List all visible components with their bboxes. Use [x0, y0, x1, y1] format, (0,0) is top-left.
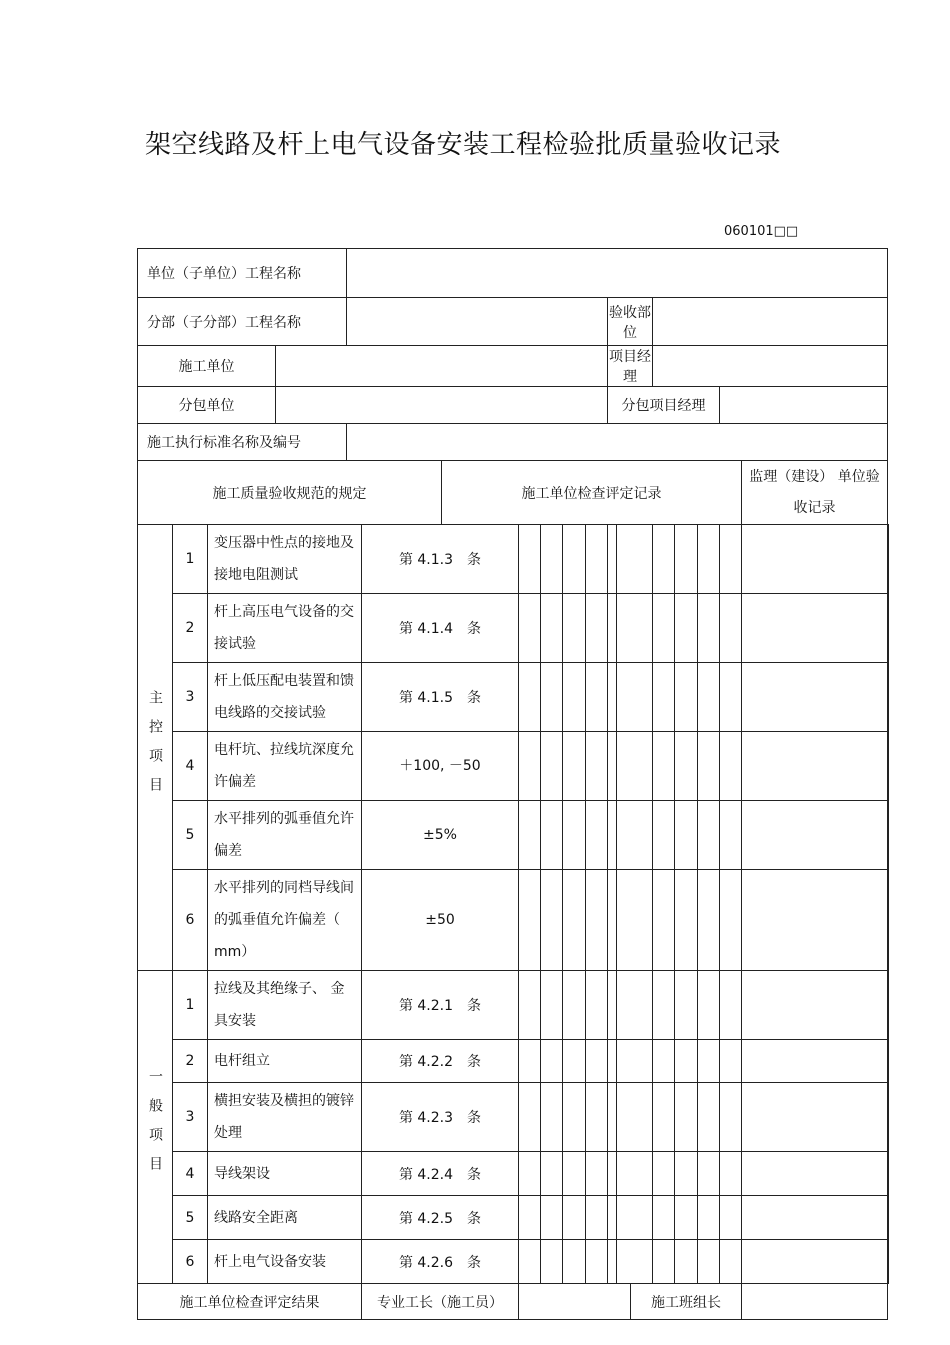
item-clause: 第 4.2.2 条 [362, 1040, 519, 1083]
check-cell[interactable] [653, 663, 675, 732]
contractor-record-column-header: 施工单位检查评定记录 [442, 461, 742, 525]
check-cell[interactable] [653, 870, 675, 971]
check-cell[interactable] [653, 525, 675, 594]
item-number: 5 [173, 801, 208, 870]
check-cell[interactable] [720, 663, 742, 732]
document-code: 060101□□ [724, 224, 799, 239]
check-cell[interactable] [675, 1152, 698, 1196]
general-category: 一般项目 [138, 971, 173, 1284]
item-number: 1 [173, 525, 208, 594]
check-cell[interactable] [608, 525, 617, 594]
check-cell[interactable] [519, 1040, 541, 1083]
item-number: 6 [173, 1240, 208, 1284]
item-clause: 第 4.2.1 条 [362, 971, 519, 1040]
check-cell[interactable] [675, 971, 698, 1040]
check-cell[interactable] [698, 663, 720, 732]
check-cell[interactable] [563, 801, 586, 870]
check-cell[interactable] [608, 1152, 617, 1196]
check-cell[interactable] [742, 1240, 888, 1284]
item-number: 2 [173, 594, 208, 663]
check-cell[interactable] [608, 1240, 617, 1284]
check-cell[interactable] [586, 594, 608, 663]
item-clause: 第 4.2.5 条 [362, 1196, 519, 1240]
check-cell[interactable] [541, 971, 563, 1040]
check-cell[interactable] [519, 1196, 541, 1240]
item-description: 拉线及其绝缘子、 金具安装 [208, 971, 362, 1040]
table-row [138, 971, 889, 1040]
check-cell[interactable] [653, 732, 675, 801]
check-cell[interactable] [742, 1152, 888, 1196]
foreman-label: 专业工长（施工员） [362, 1284, 519, 1320]
item-clause: 第 4.2.4 条 [362, 1152, 519, 1196]
standard-row [138, 424, 889, 461]
check-cell[interactable] [586, 732, 608, 801]
check-cell[interactable] [698, 732, 720, 801]
item-number: 3 [173, 1083, 208, 1152]
check-cell[interactable] [742, 525, 888, 594]
check-cell[interactable] [720, 525, 742, 594]
item-description: 杆上电气设备安装 [208, 1240, 362, 1284]
check-cell[interactable] [519, 870, 541, 971]
check-cell[interactable] [617, 1083, 653, 1152]
check-cell[interactable] [586, 1083, 608, 1152]
check-cell[interactable] [563, 1196, 586, 1240]
check-cell[interactable] [617, 594, 653, 663]
check-cell[interactable] [586, 1240, 608, 1284]
inspection-form-table [137, 248, 889, 1320]
item-number: 4 [173, 1152, 208, 1196]
acceptance-part-label: 验收部位 [608, 298, 653, 346]
project-name-label: 单位（子单位）工程名称 [138, 249, 347, 298]
item-description: 电杆坑、拉线坑深度允许偏差 [208, 732, 362, 801]
check-cell[interactable] [675, 732, 698, 801]
check-cell[interactable] [617, 1196, 653, 1240]
column-header-row [138, 461, 889, 525]
division-label: 分部（子分部）工程名称 [138, 298, 347, 346]
check-cell[interactable] [541, 663, 563, 732]
item-description: 导线架设 [208, 1152, 362, 1196]
item-clause: 第 4.1.5 条 [362, 663, 519, 732]
check-cell[interactable] [720, 1083, 742, 1152]
check-cell[interactable] [675, 525, 698, 594]
check-cell[interactable] [519, 525, 541, 594]
check-cell[interactable] [720, 1240, 742, 1284]
check-cell[interactable] [720, 1152, 742, 1196]
check-cell[interactable] [617, 1040, 653, 1083]
check-cell[interactable] [617, 870, 653, 971]
check-cell[interactable] [608, 732, 617, 801]
division-value[interactable] [347, 298, 608, 346]
check-cell[interactable] [586, 1152, 608, 1196]
table-row [138, 801, 889, 870]
check-cell[interactable] [608, 594, 617, 663]
check-cell[interactable] [698, 1040, 720, 1083]
project-name-row [138, 249, 889, 298]
item-number: 6 [173, 870, 208, 971]
check-cell[interactable] [653, 801, 675, 870]
check-cell[interactable] [742, 1083, 888, 1152]
check-cell[interactable] [742, 1196, 888, 1240]
item-description: 电杆组立 [208, 1040, 362, 1083]
item-description: 杆上高压电气设备的交接试验 [208, 594, 362, 663]
check-cell[interactable] [519, 732, 541, 801]
check-cell[interactable] [519, 1083, 541, 1152]
check-cell[interactable] [519, 1152, 541, 1196]
table-row [138, 525, 889, 594]
check-cell[interactable] [541, 594, 563, 663]
check-cell[interactable] [653, 971, 675, 1040]
check-cell[interactable] [720, 1196, 742, 1240]
table-row [138, 1040, 889, 1083]
check-cell[interactable] [698, 525, 720, 594]
check-cell[interactable] [675, 870, 698, 971]
check-cell[interactable] [519, 1240, 541, 1284]
check-cell[interactable] [617, 525, 653, 594]
check-cell[interactable] [675, 594, 698, 663]
check-cell[interactable] [675, 1083, 698, 1152]
check-cell[interactable] [563, 971, 586, 1040]
check-cell[interactable] [563, 663, 586, 732]
check-cell[interactable] [617, 1240, 653, 1284]
check-cell[interactable] [541, 1196, 563, 1240]
check-cell[interactable] [608, 1083, 617, 1152]
item-clause: 第 4.1.4 条 [362, 594, 519, 663]
item-clause: 第 4.2.3 条 [362, 1083, 519, 1152]
item-description: 变压器中性点的接地及接地电阻测试 [208, 525, 362, 594]
check-cell[interactable] [586, 1196, 608, 1240]
check-cell[interactable] [563, 1152, 586, 1196]
check-cell[interactable] [698, 1152, 720, 1196]
check-cell[interactable] [742, 801, 888, 870]
check-cell[interactable] [541, 1240, 563, 1284]
check-cell[interactable] [698, 594, 720, 663]
check-cell[interactable] [608, 1040, 617, 1083]
check-cell[interactable] [563, 1240, 586, 1284]
check-cell[interactable] [698, 971, 720, 1040]
table-row [138, 732, 889, 801]
spec-column-header: 施工质量验收规范的规定 [138, 461, 442, 525]
table-row [138, 663, 889, 732]
check-cell[interactable] [742, 971, 888, 1040]
check-cell[interactable] [720, 732, 742, 801]
table-row [138, 1152, 889, 1196]
table-row [138, 1240, 889, 1284]
contractor-label: 施工单位 [138, 346, 276, 387]
item-number: 2 [173, 1040, 208, 1083]
check-cell[interactable] [541, 1040, 563, 1083]
item-description: 水平排列的同档导线间的弧垂值允许偏差（ mm） [208, 870, 362, 971]
item-clause: ±5% [362, 801, 519, 870]
check-cell[interactable] [586, 663, 608, 732]
check-cell[interactable] [617, 663, 653, 732]
item-number: 4 [173, 732, 208, 801]
check-cell[interactable] [563, 1040, 586, 1083]
main-control-supervisor-record[interactable] [888, 525, 889, 971]
item-clause: 第 4.2.6 条 [362, 1240, 519, 1284]
division-row [138, 298, 889, 346]
check-cell[interactable] [541, 1152, 563, 1196]
check-cell[interactable] [720, 594, 742, 663]
page-title: 架空线路及杆上电气设备安装工程检验批质量验收记录 [145, 130, 782, 160]
item-description: 横担安装及横担的镀锌处理 [208, 1083, 362, 1152]
check-cell[interactable] [653, 594, 675, 663]
item-number: 1 [173, 971, 208, 1040]
sub-project-manager-label: 分包项目经理 [608, 387, 720, 424]
check-cell[interactable] [586, 1040, 608, 1083]
check-cell[interactable] [653, 1196, 675, 1240]
item-number: 5 [173, 1196, 208, 1240]
check-cell[interactable] [563, 594, 586, 663]
check-cell[interactable] [653, 1040, 675, 1083]
check-cell[interactable] [586, 525, 608, 594]
check-cell[interactable] [742, 1040, 888, 1083]
check-cell[interactable] [617, 732, 653, 801]
check-cell[interactable] [675, 1196, 698, 1240]
check-cell[interactable] [698, 1196, 720, 1240]
team-leader-value[interactable] [742, 1284, 888, 1320]
check-cell[interactable] [617, 971, 653, 1040]
check-cell[interactable] [698, 1240, 720, 1284]
item-description: 杆上低压配电装置和馈电线路的交接试验 [208, 663, 362, 732]
table-row [138, 594, 889, 663]
table-row [138, 1196, 889, 1240]
check-cell[interactable] [698, 801, 720, 870]
subcontractor-row [138, 387, 889, 424]
check-cell[interactable] [519, 971, 541, 1040]
check-cell[interactable] [608, 971, 617, 1040]
check-cell[interactable] [519, 663, 541, 732]
check-cell[interactable] [541, 801, 563, 870]
check-cell[interactable] [541, 732, 563, 801]
check-cell[interactable] [653, 1152, 675, 1196]
foreman-value[interactable] [519, 1284, 631, 1320]
check-cell[interactable] [675, 663, 698, 732]
table-row [138, 1083, 889, 1152]
check-cell[interactable] [563, 1083, 586, 1152]
contractor-row [138, 346, 889, 387]
check-cell[interactable] [519, 801, 541, 870]
item-description: 水平排列的弧垂值允许偏差 [208, 801, 362, 870]
project-manager-value[interactable] [653, 346, 888, 387]
check-cell[interactable] [742, 594, 888, 663]
check-cell[interactable] [742, 732, 888, 801]
check-cell[interactable] [617, 801, 653, 870]
acceptance-part-value[interactable] [653, 298, 888, 346]
main-control-category: 主控项目 [138, 525, 173, 971]
check-cell[interactable] [608, 1196, 617, 1240]
check-cell[interactable] [608, 870, 617, 971]
item-number: 3 [173, 663, 208, 732]
check-cell[interactable] [586, 801, 608, 870]
item-description: 线路安全距离 [208, 1196, 362, 1240]
item-clause: ±50 [362, 870, 519, 971]
standard-label: 施工执行标准名称及编号 [138, 424, 347, 461]
check-cell[interactable] [586, 971, 608, 1040]
check-cell[interactable] [541, 870, 563, 971]
check-cell[interactable] [675, 801, 698, 870]
team-leader-label: 施工班组长 [631, 1284, 742, 1320]
footer-row [138, 1284, 889, 1320]
check-cell[interactable] [653, 1083, 675, 1152]
check-cell[interactable] [675, 1040, 698, 1083]
subcontractor-label: 分包单位 [138, 387, 276, 424]
general-supervisor-record[interactable] [888, 971, 889, 1284]
check-cell[interactable] [541, 1083, 563, 1152]
check-cell[interactable] [586, 870, 608, 971]
check-cell[interactable] [742, 870, 888, 971]
check-cell[interactable] [698, 870, 720, 971]
subcontractor-value[interactable] [276, 387, 608, 424]
supervisor-record-column-header: 监理（建设） 单位验收记录 [742, 461, 888, 525]
check-cell[interactable] [720, 1040, 742, 1083]
check-cell[interactable] [720, 870, 742, 971]
sub-project-manager-value[interactable] [720, 387, 888, 424]
check-cell[interactable] [608, 663, 617, 732]
check-cell[interactable] [653, 1240, 675, 1284]
contractor-value[interactable] [276, 346, 608, 387]
check-cell[interactable] [608, 801, 617, 870]
item-clause: 第 4.1.3 条 [362, 525, 519, 594]
check-cell[interactable] [698, 1083, 720, 1152]
project-name-value[interactable] [347, 249, 888, 298]
project-manager-label: 项目经理 [608, 346, 653, 387]
check-cell[interactable] [563, 732, 586, 801]
check-cell[interactable] [617, 1152, 653, 1196]
check-cell[interactable] [563, 525, 586, 594]
table-row [138, 870, 889, 971]
check-cell[interactable] [720, 971, 742, 1040]
result-label: 施工单位检查评定结果 [138, 1284, 362, 1320]
check-cell[interactable] [720, 801, 742, 870]
check-cell[interactable] [519, 594, 541, 663]
check-cell[interactable] [675, 1240, 698, 1284]
standard-value[interactable] [347, 424, 888, 461]
check-cell[interactable] [563, 870, 586, 971]
check-cell[interactable] [541, 525, 563, 594]
check-cell[interactable] [742, 663, 888, 732]
item-clause: ＋100, －50 [362, 732, 519, 801]
